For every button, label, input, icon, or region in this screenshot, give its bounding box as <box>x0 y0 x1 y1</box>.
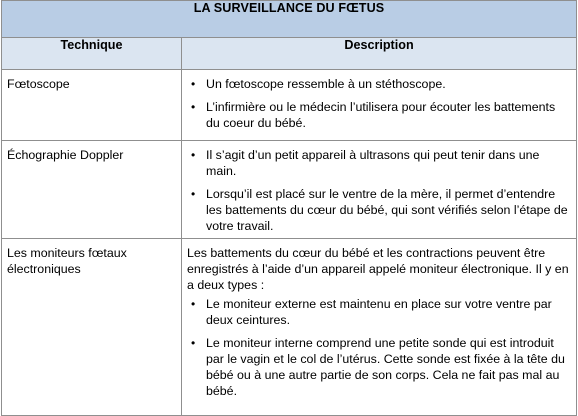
description-cell <box>182 70 577 141</box>
list-item-text: Un fœtoscope ressemble à un stéthoscope. <box>206 77 446 91</box>
column-header-technique: Technique <box>2 38 182 70</box>
technique-cell: Les moniteurs fœtaux électroniques <box>2 239 182 416</box>
table-row <box>2 141 577 239</box>
description-cell <box>182 141 577 239</box>
bullet-icon: • <box>191 297 196 311</box>
list-item-text: L’infirmière ou le médecin l’utilisera pour écouter les battements du coeur du bébé. <box>206 100 556 130</box>
technique-cell: Échographie Doppler <box>2 141 182 239</box>
table-header-row <box>2 38 577 70</box>
bullet-icon: • <box>191 77 196 91</box>
list-item-text: Il s’agit d’un petit appareil à ultrasons qui peut tenir dans une main. <box>206 148 540 178</box>
bullet-icon: • <box>191 336 196 350</box>
list-item-text: Lorsqu’il est placé sur le ventre de la mère, il permet d’entendre les battements du cœur du bébé, qui sont vérifiés selon l’étape de votre travail. <box>206 187 568 233</box>
table-row <box>2 239 577 416</box>
list-item <box>187 335 570 399</box>
list-item <box>187 186 570 234</box>
table-title-row <box>2 1 577 38</box>
bullet-icon: • <box>191 187 196 201</box>
column-header-description: Description <box>182 38 577 70</box>
list-item <box>187 76 570 92</box>
table-title: LA SURVEILLANCE DU FŒTUS <box>2 1 577 38</box>
list-item <box>187 296 570 328</box>
bullet-icon: • <box>191 148 196 162</box>
bullet-list <box>187 76 570 131</box>
list-item-text: Le moniteur interne comprend une petite sonde qui est introduit par le vagin et le col de l’utérus. Cette sonde est fixée à la tête du bébé ou à une autre partie de son corps. Cela ne fait pas mal au bébé. <box>206 336 565 398</box>
list-item <box>187 99 570 131</box>
technique-cell: Fœtoscope <box>2 70 182 141</box>
list-item-text: Le moniteur externe est maintenu en place sur votre ventre par deux ceintures. <box>206 297 552 327</box>
fetal-monitoring-table <box>1 0 577 416</box>
table-row <box>2 70 577 141</box>
list-item <box>187 147 570 179</box>
bullet-list <box>187 296 570 399</box>
bullet-list <box>187 147 570 234</box>
description-intro: Les battements du cœur du bébé et les contractions peuvent être enregistrés à l’aide d’un appareil appelé moniteur électronique. Il y en a deux types : <box>187 246 569 292</box>
description-cell <box>182 239 577 416</box>
bullet-icon: • <box>191 100 196 114</box>
